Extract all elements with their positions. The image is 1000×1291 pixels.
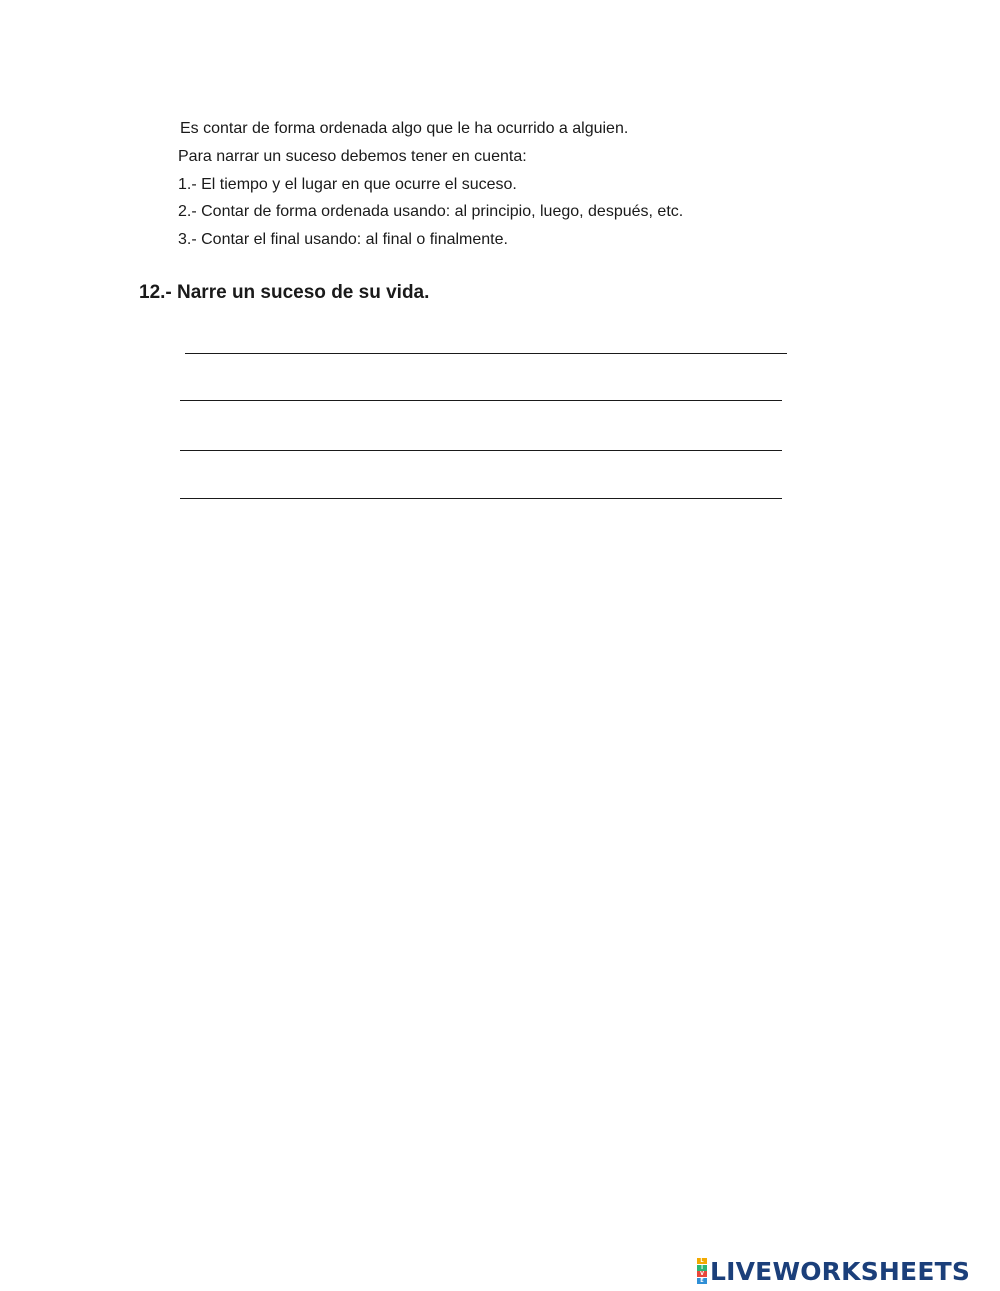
logo-block-e: E [697,1278,707,1284]
definition-text: Es contar de forma ordenada algo que le ha ocurrido a alguien. [180,120,629,137]
step-3-text: 3.- Contar el final usando: al final o finalmente. [178,231,508,249]
logo-block-i: I [697,1265,707,1271]
logo-text: LIVEWORKSHEETS [710,1256,971,1286]
logo-block-v: V [697,1271,707,1277]
answer-line-1[interactable] [185,353,787,354]
logo-blocks-icon [697,1258,707,1284]
step-2-text: 2.- Contar de forma ordenada usando: al principio, luego, después, etc. [178,203,684,221]
question-title: 12.- Narre un suceso de su vida. [139,282,430,303]
answer-line-3[interactable] [180,450,782,451]
answer-line-2[interactable] [180,400,782,401]
liveworksheets-logo [697,1257,970,1285]
definition-block [178,115,878,254]
step-1-text: 1.- El tiempo y el lugar en que ocurre el suceso. [178,175,517,193]
answer-line-4[interactable] [180,498,782,499]
instruction-text: Para narrar un suceso debemos tener en cuenta: [178,147,527,165]
logo-block-l: L [697,1258,707,1264]
